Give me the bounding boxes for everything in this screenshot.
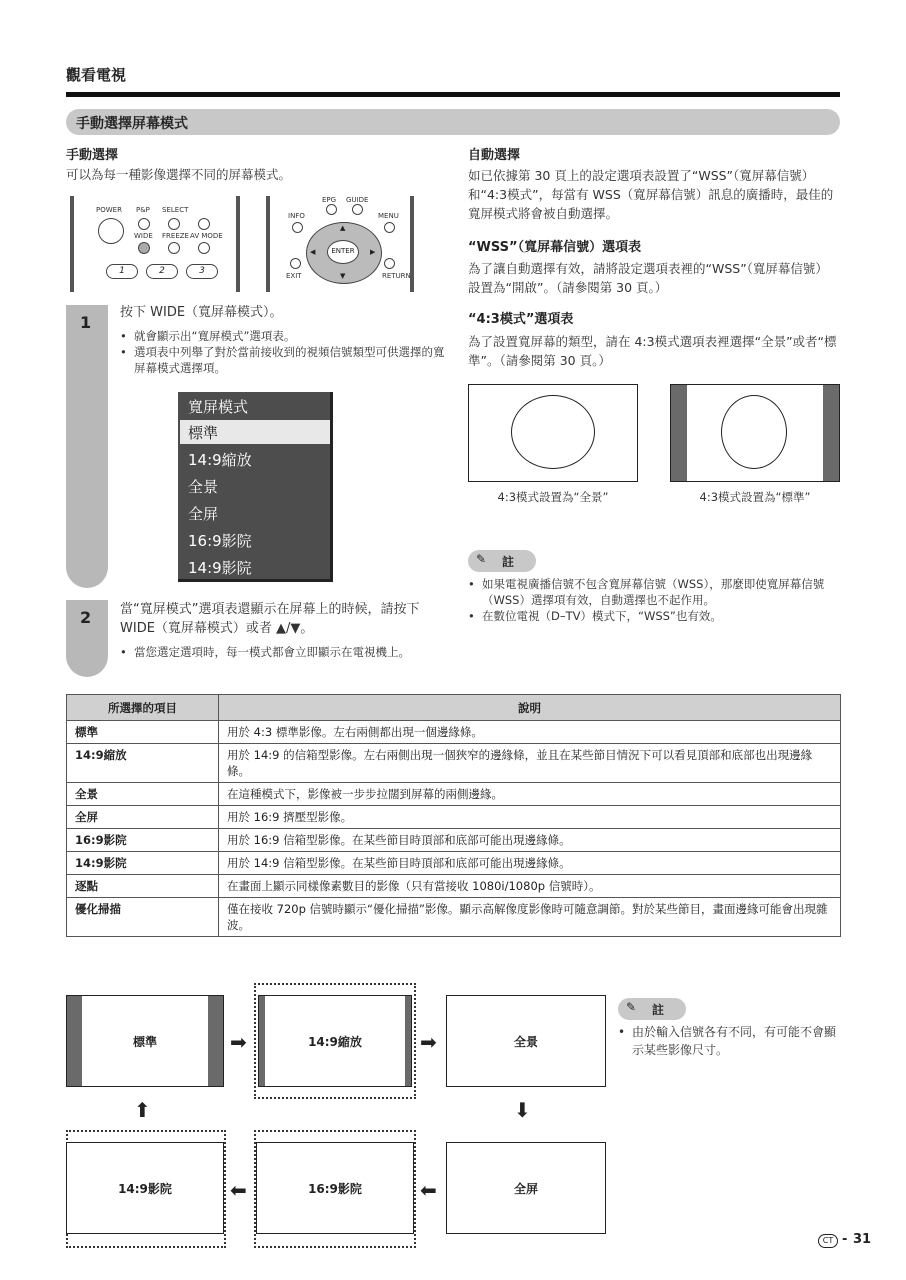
av-mode-button[interactable]: [198, 242, 210, 254]
remote-illustration-right: [266, 196, 414, 292]
table-cell-item: 16:9影院: [67, 829, 219, 852]
flow-box-label: 標準: [132, 1034, 157, 1049]
table-cell-description: 在這種模式下，影像被一步步拉闊到屏幕的兩側邊緣。: [219, 783, 841, 806]
mode43-text: 為了設置寬屏幕的類型，請在 4:3模式選項表裡選擇“全景”或者“標準”。（請參閱第 30 頁。）: [468, 334, 837, 368]
dpad[interactable]: [306, 222, 382, 284]
table-row: [67, 829, 841, 852]
manual-heading: 手動選擇: [66, 148, 119, 163]
select-button[interactable]: [168, 218, 180, 230]
return-button[interactable]: [384, 258, 395, 269]
table-cell-item: 全景: [67, 783, 219, 806]
table-cell-item: 逐點: [67, 875, 219, 898]
table-row: [67, 721, 841, 744]
remote-label: INFO: [288, 212, 305, 220]
menu-title: 寬屏模式: [188, 398, 249, 416]
flow-box-label: 14:9縮放: [308, 1034, 362, 1049]
epg-button[interactable]: [326, 204, 337, 215]
standard-screen-illustration: [670, 384, 840, 482]
dpad-right-icon: ▶: [370, 248, 376, 256]
side-bar: [259, 996, 265, 1086]
table-row: [67, 783, 841, 806]
step-1-text: 按下 WIDE（寬屏幕模式）。: [120, 305, 283, 320]
bullet-item: [618, 1023, 840, 1059]
table-cell-description: 在畫面上顯示同樣像素數目的影像（只有當接收 1080i/1080p 信號時）。: [219, 875, 841, 898]
flow-box-label: 14:9影院: [118, 1181, 172, 1196]
step-2-tab: [66, 600, 108, 677]
note-label: 註: [652, 1003, 665, 1017]
bullet-dot: •: [120, 645, 127, 659]
flow-box-panorama: [446, 995, 606, 1087]
remote-label: EXIT: [286, 272, 302, 280]
table-cell-item: 全屏: [67, 806, 219, 829]
bullet-item: [120, 328, 450, 344]
bullet-text: 由於輸入信號各有不同，有可能不會顯示某些影像尺寸。: [632, 1025, 837, 1057]
menu-item-panorama[interactable]: 全景: [188, 478, 219, 496]
wss-heading: “WSS”（寬屏幕信號）選項表: [468, 240, 642, 255]
table-cell-description: 用於 14:9 的信箱型影像。左右兩側出現一個狹窄的邊緣條，並且在某些節目情況下可以看見頂部和底部也出現邊緣條。: [219, 744, 841, 783]
info-button[interactable]: [292, 222, 303, 233]
arrow-right-icon: ➡: [420, 1030, 437, 1054]
step-2-number: 2: [80, 608, 92, 627]
bullet-text: 就會顯示出“寬屏模式”選項表。: [134, 329, 296, 343]
table-row: [67, 806, 841, 829]
flow-box-full: [446, 1142, 606, 1234]
bullet-text: 選項表中列舉了對於當前接收到的視頻信號類型可供選擇的寬屏幕模式選擇項。: [134, 345, 445, 375]
caption-standard: 4:3模式設置為“標準”: [699, 490, 811, 504]
table-row: [67, 852, 841, 875]
dotted-frame: [66, 1130, 226, 1248]
exit-button[interactable]: [290, 258, 301, 269]
side-bar: [671, 385, 687, 481]
number-3-button[interactable]: 3: [186, 264, 218, 279]
pencil-icon: ✎: [626, 1000, 637, 1014]
bullet-item: [468, 576, 840, 608]
section-title: 手動選擇屏幕模式: [76, 116, 188, 132]
table-cell-description: 僅在接收 720p 信號時顯示“優化掃描”影像。顯示高解像度影像時可隨意調節。對於某些節目，畫面邊緣可能會出現雜波。: [219, 898, 841, 937]
bullet-dot: •: [120, 345, 127, 359]
side-bar: [405, 996, 411, 1086]
arrow-up-icon: ⬆: [134, 1098, 151, 1122]
teletext-button[interactable]: [198, 218, 210, 230]
remote-label: P&P: [136, 206, 150, 214]
guide-button[interactable]: [352, 204, 363, 215]
table-cell-item: 標準: [67, 721, 219, 744]
table-cell-item: 14:9影院: [67, 852, 219, 875]
note-label: 註: [502, 555, 515, 569]
side-bar: [67, 996, 82, 1086]
note-badge: [468, 550, 536, 572]
remote-label: SELECT: [162, 206, 189, 214]
manual-intro: 可以為每一種影像選擇不同的屏幕模式。: [66, 167, 292, 182]
flow-box-149-cinema: [66, 1142, 224, 1234]
bullet-dot: •: [618, 1025, 626, 1039]
remote-illustration-left: [70, 196, 240, 292]
menu-item-149-cinema[interactable]: 14:9影院: [188, 559, 252, 577]
mode43-heading: “4:3模式”選項表: [468, 312, 574, 327]
remote-label: POWER: [96, 206, 122, 214]
arrow-down-icon: ⬇: [514, 1098, 531, 1122]
remote-label: RETURN: [382, 272, 411, 280]
page-number: 31: [853, 1232, 872, 1247]
step-1-bullets: [120, 328, 450, 376]
remote-label: GUIDE: [346, 196, 369, 204]
bullet-text: 當您選定選項時，每一模式都會立即顯示在電視機上。: [134, 645, 410, 659]
auto-heading: 自動選擇: [468, 148, 521, 163]
circle-shape: [721, 395, 787, 469]
remote-label: FREEZE: [162, 232, 189, 240]
table-row: [67, 744, 841, 783]
bullet-dot: •: [120, 329, 127, 343]
side-bar: [208, 996, 223, 1086]
dpad-left-icon: ◀: [310, 248, 316, 256]
flow-box-label: 16:9影院: [308, 1181, 362, 1196]
wide-mode-menu: [178, 392, 333, 582]
table-cell-item: 14:9縮放: [67, 744, 219, 783]
pencil-icon: ✎: [476, 552, 487, 566]
bullet-text: 在數位電視（D–TV）模式下，“WSS”也有效。: [482, 609, 722, 623]
bullet-item: [120, 344, 450, 376]
arrow-right-icon: ➡: [230, 1030, 247, 1054]
flow-box-169-cinema: [256, 1142, 414, 1234]
flow-box-standard: [66, 995, 224, 1087]
section-bar: [66, 109, 840, 135]
note-1-bullets: [468, 576, 840, 624]
circle-shape: [511, 395, 595, 469]
flow-box-149-zoom: [258, 995, 412, 1087]
page-number-dash: -: [842, 1232, 848, 1247]
arrow-left-icon: ⬅: [230, 1178, 247, 1202]
note-2-bullets: [618, 1023, 840, 1059]
mode-description-table: [66, 694, 841, 937]
table-cell-item: 優化掃描: [67, 898, 219, 937]
remote-label: MENU: [378, 212, 399, 220]
table-cell-description: 用於 16:9 信箱型影像。在某些節目時頂部和底部可能出現邊緣條。: [219, 829, 841, 852]
remote-label: EPG: [322, 196, 337, 204]
enter-button[interactable]: ENTER: [327, 240, 359, 264]
freeze-button[interactable]: [168, 242, 180, 254]
dotted-frame: [254, 983, 416, 1099]
menu-item-169-cinema[interactable]: 16:9影院: [188, 532, 252, 550]
remote-label: WIDE: [134, 232, 153, 240]
step-1-tab: [66, 305, 108, 588]
number-1-button[interactable]: 1: [106, 264, 138, 279]
table-header-row: [67, 695, 841, 721]
power-button[interactable]: [98, 218, 124, 244]
menu-button[interactable]: [384, 222, 395, 233]
language-badge: CT: [818, 1234, 838, 1248]
arrow-left-icon: ⬅: [420, 1178, 437, 1202]
number-2-button[interactable]: 2: [146, 264, 178, 279]
table-cell-description: 用於 4:3 標準影像。左右兩側都出現一個邊緣條。: [219, 721, 841, 744]
page-header-title: 觀看電視: [66, 66, 127, 84]
table-cell-description: 用於 14:9 信箱型影像。在某些節目時頂部和底部可能出現邊緣條。: [219, 852, 841, 875]
table-row: [67, 875, 841, 898]
menu-item-standard[interactable]: 標準: [188, 424, 219, 442]
wide-button[interactable]: [138, 242, 150, 254]
table-header-description: 說明: [219, 695, 841, 721]
bullet-dot: •: [468, 609, 475, 623]
panorama-screen-illustration: [468, 384, 638, 482]
dotted-frame: [254, 1130, 416, 1248]
menu-item-full[interactable]: 全屏: [188, 505, 219, 523]
remote-label: AV MODE: [190, 232, 223, 240]
table-cell-description: 用於 16:9 擠壓型影像。: [219, 806, 841, 829]
auto-text: 如已依據第 30 頁上的設定選項表設置了“WSS”（寬屏幕信號）和“4:3模式”，每當有 WSS（寬屏幕信號）訊息的廣播時，最佳的寬屏模式將會被自動選擇。: [468, 168, 834, 221]
step-2-bullets: [120, 644, 450, 660]
menu-item-149-zoom[interactable]: 14:9縮放: [188, 451, 252, 469]
pp-button[interactable]: [138, 218, 150, 230]
dpad-up-icon: ▲: [340, 224, 346, 232]
caption-panorama: 4:3模式設置為“全景”: [497, 490, 609, 504]
step-2-text: 當“寬屏模式”選項表還顯示在屏幕上的時候，請按下 WIDE（寬屏幕模式）或者 ▲/▼。: [120, 602, 420, 636]
flow-box-label: 全景: [513, 1034, 538, 1049]
wss-text: 為了讓自動選擇有效，請將設定選項表裡的“WSS”（寬屏幕信號）設置為“開啟”。（請參閱第 30 頁。）: [468, 261, 828, 295]
note-badge: [618, 998, 686, 1020]
dpad-down-icon: ▼: [340, 272, 346, 280]
step-1-number: 1: [80, 313, 92, 332]
bullet-item: [120, 644, 450, 660]
table-header-item: 所選擇的項目: [67, 695, 219, 721]
bullet-text: 如果電視廣播信號不包含寬屏幕信號（WSS），那麼即使寬屏幕信號（WSS）選擇項有效，自動選擇也不起作用。: [482, 577, 825, 607]
table-row: [67, 898, 841, 937]
bullet-item: [468, 608, 840, 624]
flow-box-label: 全屏: [513, 1181, 538, 1196]
header-rule: [66, 92, 840, 97]
bullet-dot: •: [468, 577, 475, 591]
side-bar: [823, 385, 839, 481]
